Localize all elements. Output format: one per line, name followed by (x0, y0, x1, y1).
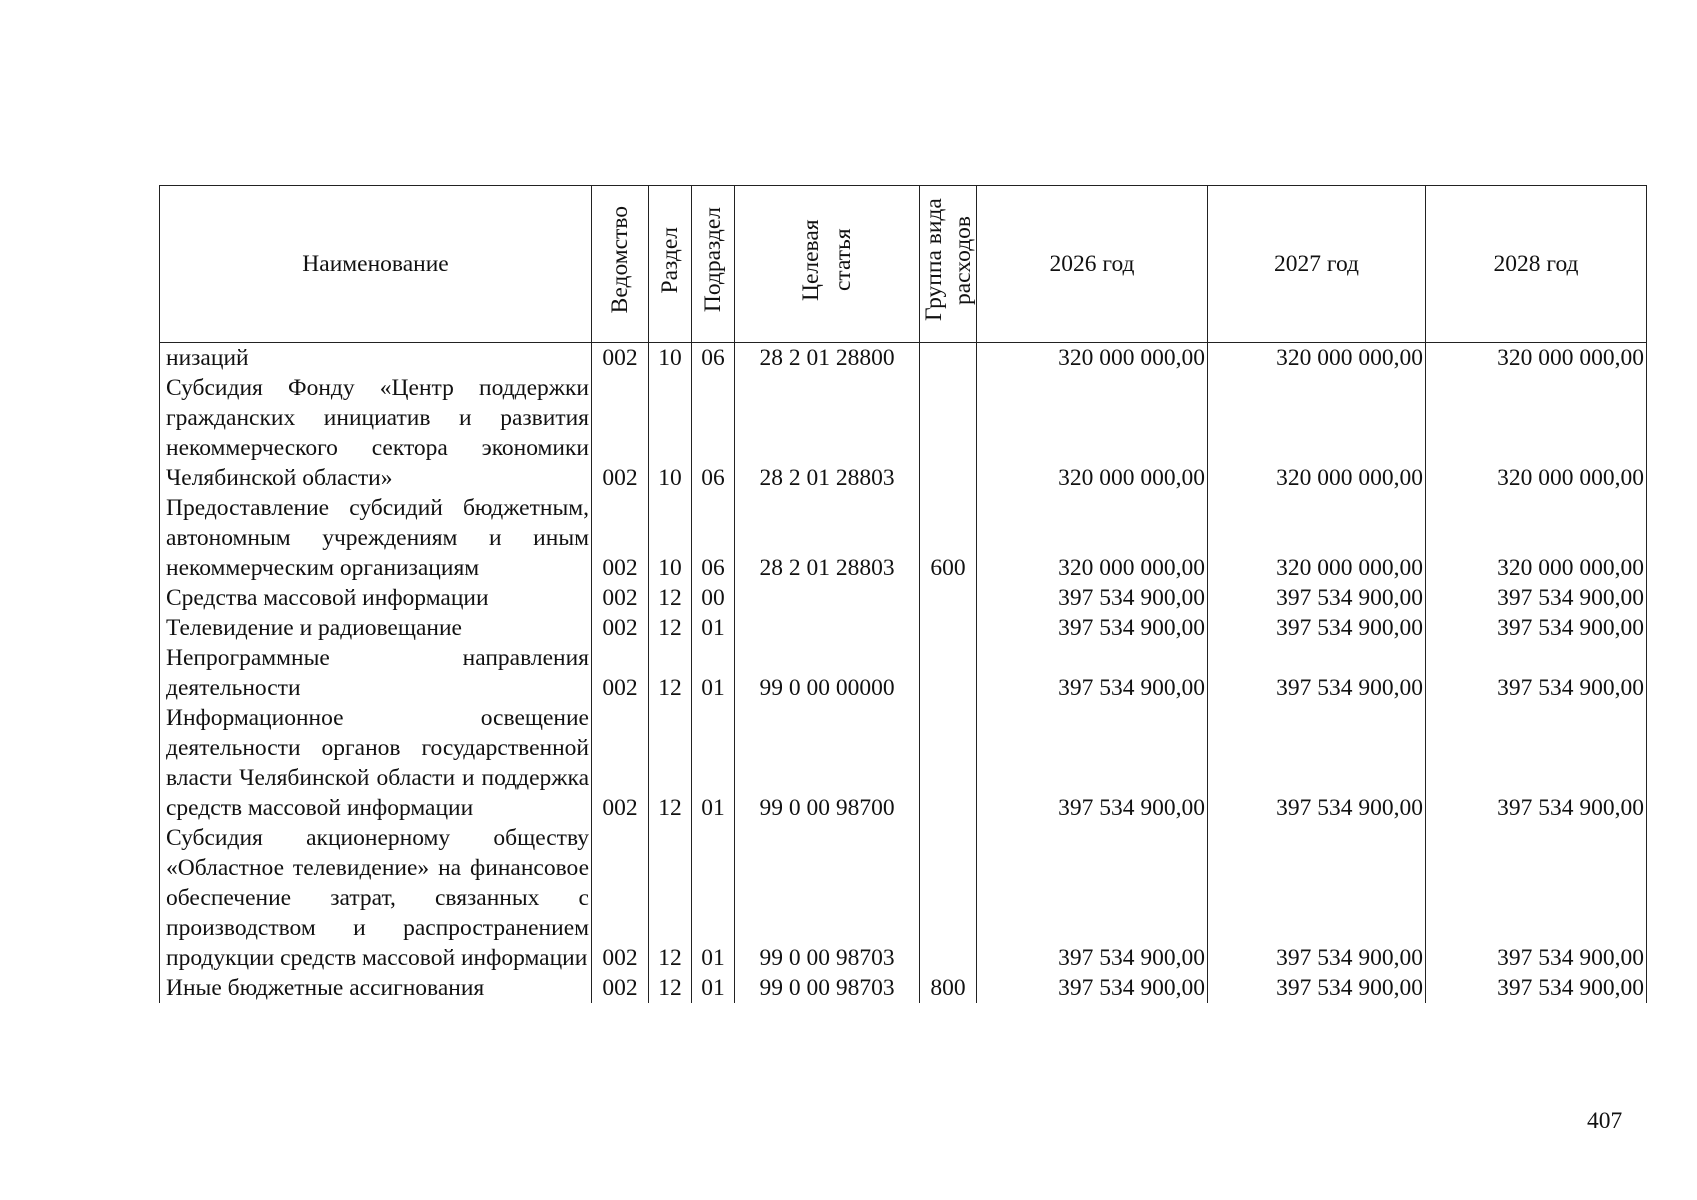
cell-2028: 320 000 000,00 (1426, 343, 1647, 374)
cell-podrazdel: 01 (692, 703, 735, 823)
table-row (160, 973, 1647, 1003)
cell-celevaya-statya: 28 2 01 28803 (735, 493, 920, 583)
cell-name: Средства массовой информации (160, 583, 592, 613)
cell-2027: 397 534 900,00 (1208, 973, 1426, 1003)
header-2028: 2028 год (1426, 186, 1647, 343)
table-row (160, 343, 1647, 374)
header-podrazdel: Подраздел (692, 186, 735, 343)
header-2027: 2027 год (1208, 186, 1426, 343)
cell-2026: 397 534 900,00 (977, 613, 1208, 643)
cell-2028: 397 534 900,00 (1426, 643, 1647, 703)
cell-gruppa-vida-rashodov (920, 613, 977, 643)
cell-vedomstvo: 002 (592, 373, 649, 493)
cell-razdel: 12 (649, 973, 692, 1003)
cell-razdel: 12 (649, 643, 692, 703)
cell-podrazdel: 01 (692, 613, 735, 643)
cell-celevaya-statya: 99 0 00 98700 (735, 703, 920, 823)
cell-2027: 397 534 900,00 (1208, 613, 1426, 643)
cell-name: низаций (160, 343, 592, 374)
cell-gruppa-vida-rashodov: 800 (920, 973, 977, 1003)
table-row (160, 823, 1647, 973)
cell-razdel: 12 (649, 823, 692, 973)
table-row (160, 703, 1647, 823)
table-row (160, 613, 1647, 643)
header-name: Наименование (160, 186, 592, 343)
cell-name: Непрограммные направления деятельности (160, 643, 592, 703)
table-body (160, 343, 1647, 1004)
cell-2028: 397 534 900,00 (1426, 973, 1647, 1003)
cell-gruppa-vida-rashodov (920, 343, 977, 374)
cell-2027: 320 000 000,00 (1208, 373, 1426, 493)
cell-podrazdel: 01 (692, 643, 735, 703)
cell-podrazdel: 00 (692, 583, 735, 613)
cell-vedomstvo: 002 (592, 703, 649, 823)
table-row (160, 373, 1647, 493)
cell-podrazdel: 06 (692, 343, 735, 374)
header-2026: 2026 год (977, 186, 1208, 343)
cell-gruppa-vida-rashodov (920, 823, 977, 973)
cell-2026: 397 534 900,00 (977, 973, 1208, 1003)
cell-2026: 397 534 900,00 (977, 583, 1208, 613)
cell-name: Информационное освещение деятельности органов государственной власти Челябинской области и поддержка средств массовой информации (160, 703, 592, 823)
cell-celevaya-statya: 28 2 01 28800 (735, 343, 920, 374)
cell-razdel: 12 (649, 583, 692, 613)
cell-2027: 397 534 900,00 (1208, 643, 1426, 703)
table-row (160, 643, 1647, 703)
cell-podrazdel: 06 (692, 373, 735, 493)
cell-celevaya-statya: 99 0 00 98703 (735, 823, 920, 973)
cell-2027: 397 534 900,00 (1208, 703, 1426, 823)
cell-name: Субсидия акционерному обществу «Областное телевидение» на финансовое обеспечение затрат, связанных с производством и распространением продукции средств массовой информации (160, 823, 592, 973)
cell-2028: 397 534 900,00 (1426, 703, 1647, 823)
cell-celevaya-statya: 99 0 00 98703 (735, 973, 920, 1003)
cell-2028: 320 000 000,00 (1426, 373, 1647, 493)
cell-2026: 320 000 000,00 (977, 373, 1208, 493)
cell-name: Субсидия Фонду «Центр поддержки гражданских инициатив и развития некоммерческого сектора экономики Челябинской области» (160, 373, 592, 493)
header-razdel: Раздел (649, 186, 692, 343)
cell-celevaya-statya (735, 583, 920, 613)
cell-vedomstvo: 002 (592, 343, 649, 374)
cell-2028: 397 534 900,00 (1426, 613, 1647, 643)
header-row (160, 186, 1647, 343)
cell-2027: 320 000 000,00 (1208, 343, 1426, 374)
cell-2027: 397 534 900,00 (1208, 583, 1426, 613)
cell-2026: 397 534 900,00 (977, 823, 1208, 973)
budget-table (159, 185, 1647, 1003)
cell-name: Предоставление субсидий бюджетным, автономным учреждениям и иным некоммерческим организациям (160, 493, 592, 583)
cell-vedomstvo: 002 (592, 643, 649, 703)
cell-vedomstvo: 002 (592, 823, 649, 973)
cell-vedomstvo: 002 (592, 973, 649, 1003)
cell-2026: 320 000 000,00 (977, 493, 1208, 583)
cell-name: Иные бюджетные ассигнования (160, 973, 592, 1003)
cell-vedomstvo: 002 (592, 583, 649, 613)
cell-celevaya-statya (735, 613, 920, 643)
cell-vedomstvo: 002 (592, 493, 649, 583)
cell-name: Телевидение и радиовещание (160, 613, 592, 643)
cell-podrazdel: 06 (692, 493, 735, 583)
cell-razdel: 12 (649, 703, 692, 823)
cell-gruppa-vida-rashodov (920, 643, 977, 703)
cell-2027: 397 534 900,00 (1208, 823, 1426, 973)
cell-razdel: 10 (649, 343, 692, 374)
cell-razdel: 12 (649, 613, 692, 643)
cell-razdel: 10 (649, 493, 692, 583)
cell-gruppa-vida-rashodov (920, 373, 977, 493)
cell-celevaya-statya: 99 0 00 00000 (735, 643, 920, 703)
cell-razdel: 10 (649, 373, 692, 493)
cell-gruppa-vida-rashodov (920, 703, 977, 823)
cell-vedomstvo: 002 (592, 613, 649, 643)
cell-2026: 320 000 000,00 (977, 343, 1208, 374)
header-gruppa-vida-rashodov: Группа вида расходов (920, 186, 977, 343)
cell-2026: 397 534 900,00 (977, 703, 1208, 823)
cell-gruppa-vida-rashodov (920, 583, 977, 613)
cell-podrazdel: 01 (692, 823, 735, 973)
cell-2027: 320 000 000,00 (1208, 493, 1426, 583)
cell-celevaya-statya: 28 2 01 28803 (735, 373, 920, 493)
cell-2026: 397 534 900,00 (977, 643, 1208, 703)
table-row (160, 493, 1647, 583)
page-number: 407 (1587, 1108, 1623, 1134)
header-vedomstvo: Ведомство (592, 186, 649, 343)
table-row (160, 583, 1647, 613)
cell-2028: 320 000 000,00 (1426, 493, 1647, 583)
cell-gruppa-vida-rashodov: 600 (920, 493, 977, 583)
cell-2028: 397 534 900,00 (1426, 823, 1647, 973)
cell-podrazdel: 01 (692, 973, 735, 1003)
cell-2028: 397 534 900,00 (1426, 583, 1647, 613)
header-celevaya-statya: Целевая статья (735, 186, 920, 343)
